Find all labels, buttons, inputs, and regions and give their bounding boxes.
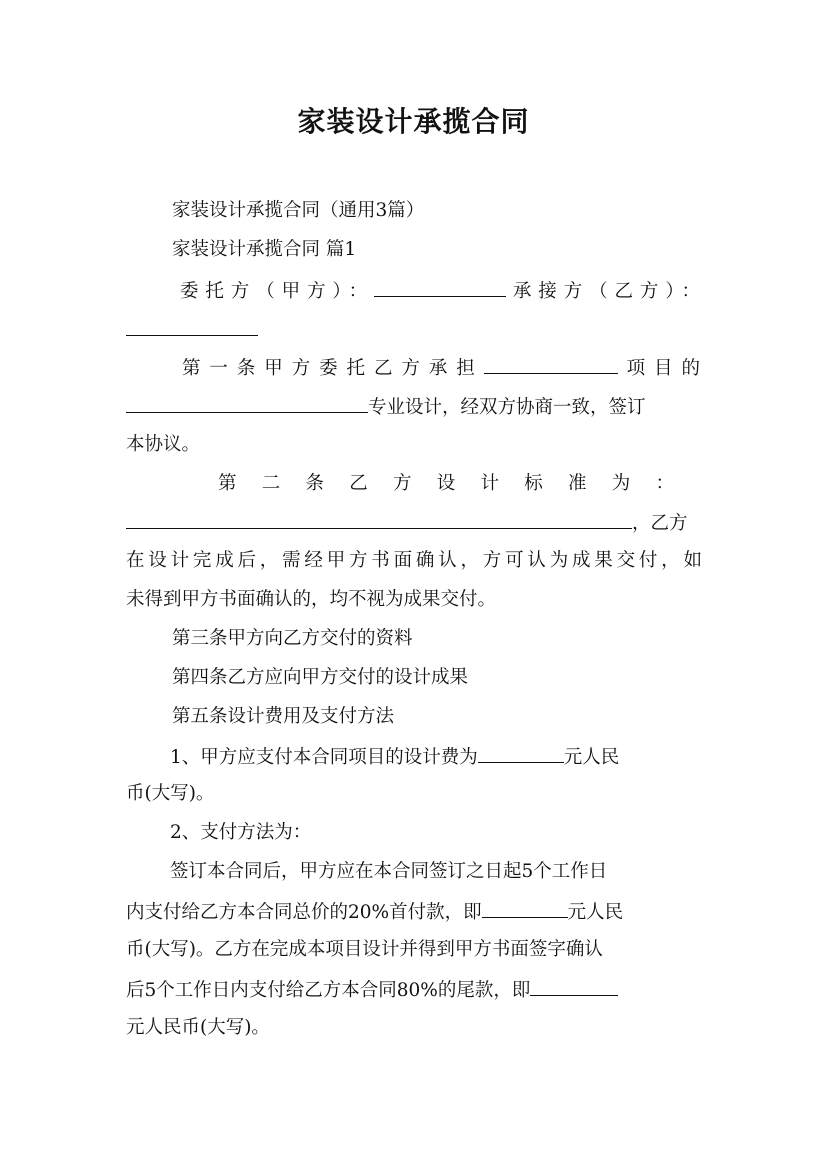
article3: 第三条甲方向乙方交付的资料 xyxy=(172,628,413,649)
article1-line3: 本协议。 xyxy=(126,434,201,455)
payment-line2-start: 内支付给乙方本合同总价的20%首付款，即 xyxy=(126,902,482,923)
payment-final-blank xyxy=(530,977,618,996)
payment-line4 xyxy=(126,977,702,1003)
article2-standard-blank xyxy=(126,510,632,529)
item1-end: 元人民 xyxy=(563,747,620,768)
item1-fee-blank xyxy=(478,744,564,763)
article5: 第五条设计费用及支付方法 xyxy=(172,706,395,727)
article2-after-blank: ，乙方 xyxy=(632,513,688,534)
item1-start: 1、甲方应支付本合同项目的设计费为 xyxy=(170,747,478,768)
contractor-label: 承接方（乙方）： xyxy=(506,281,700,302)
payment-line5: 元人民币(大写)。 xyxy=(126,1017,270,1038)
payment-line2 xyxy=(126,899,702,925)
client-blank xyxy=(374,278,506,297)
article1-line2 xyxy=(126,394,702,420)
article1-start: 第一条甲方委托乙方承担 xyxy=(182,358,484,379)
article2-line3: 在设计完成后，需经甲方书面确认，方可认为成果交付，如 xyxy=(126,550,702,571)
contractor-blank-line xyxy=(126,317,702,343)
payment-line4-start: 后5个工作日内支付给乙方本合同80%的尾款，即 xyxy=(126,980,531,1001)
article1-end: 专业设计，经双方协商一致，签订 xyxy=(368,397,646,418)
document-title: 家装设计承揽合同 xyxy=(297,105,530,138)
article1-mid: 项目的 xyxy=(617,358,700,379)
article1-project-blank xyxy=(484,355,618,374)
client-label: 委托方（甲方）： xyxy=(180,281,374,302)
parties-line xyxy=(180,278,700,304)
article4: 第四条乙方应向甲方交付的设计成果 xyxy=(172,667,469,688)
article2-line4: 未得到甲方书面确认的，均不视为成果交付。 xyxy=(126,589,497,610)
item1-line1 xyxy=(170,744,702,770)
part-heading: 家装设计承揽合同 篇1 xyxy=(172,239,357,260)
payment-line1: 签订本合同后，甲方应在本合同签订之日起5个工作日 xyxy=(170,861,608,882)
article1-line1 xyxy=(182,355,700,381)
article2-line1: 第二条乙方设计标准为： xyxy=(218,473,698,494)
item2: 2、支付方法为： xyxy=(170,822,312,843)
payment-line3: 币(大写)。乙方在完成本项目设计并得到甲方书面签字确认 xyxy=(126,939,603,960)
article2-line2 xyxy=(126,510,702,536)
document-subtitle: 家装设计承揽合同（通用3篇） xyxy=(172,200,425,221)
item1-line2: 币(大写)。 xyxy=(126,783,215,804)
payment-down-blank xyxy=(482,899,568,918)
contractor-blank xyxy=(126,317,258,336)
article1-design-blank xyxy=(126,394,368,413)
payment-line2-end: 元人民 xyxy=(567,902,624,923)
